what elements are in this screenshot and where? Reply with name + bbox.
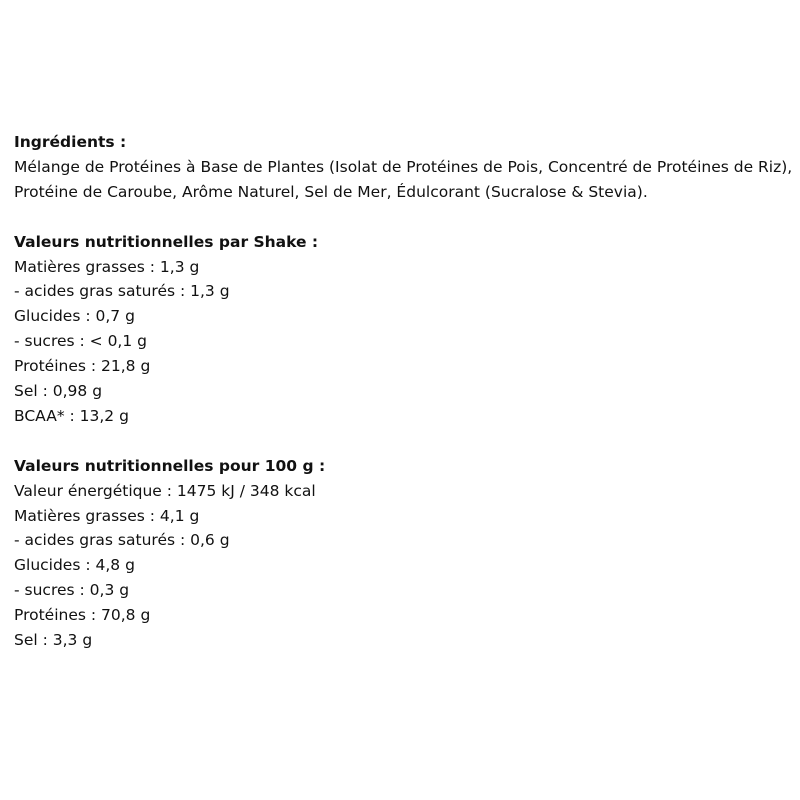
nutrition-per-shake-heading: Valeurs nutritionnelles par Shake : <box>14 232 319 251</box>
nutrition-item: - sucres : 0,3 g <box>14 581 130 600</box>
nutrition-item: Sel : 3,3 g <box>14 631 93 650</box>
nutrition-item: - acides gras saturés : 0,6 g <box>14 531 230 550</box>
nutrition-item: Matières grasses : 1,3 g <box>14 257 200 276</box>
ingredients-heading: Ingrédients : <box>14 133 127 151</box>
nutrition-item: BCAA* : 13,2 g <box>14 406 129 425</box>
nutrition-per-shake-section <box>14 230 794 429</box>
nutrition-item: Valeur énergétique : 1475 kJ / 348 kcal <box>14 481 316 500</box>
nutrition-per-100g-heading: Valeurs nutritionnelles pour 100 g : <box>14 456 326 475</box>
nutrition-item: Glucides : 4,8 g <box>14 556 135 575</box>
nutrition-item: Matières grasses : 4,1 g <box>14 506 200 525</box>
ingredients-section <box>14 130 794 205</box>
nutrition-item: Protéines : 70,8 g <box>14 606 151 625</box>
nutrition-item: Protéines : 21,8 g <box>14 357 151 376</box>
nutrition-item: Sel : 0,98 g <box>14 382 103 401</box>
nutrition-item: - acides gras saturés : 1,3 g <box>14 282 230 301</box>
nutrition-per-100g-section <box>14 454 794 653</box>
nutrition-item: Glucides : 0,7 g <box>14 307 135 326</box>
ingredients-text: Mélange de Protéines à Base de Plantes (Isolat de Protéines de Pois, Concentré de Protéines de Riz), Protéine de Caroube, Arôme Naturel, Sel de Mer, Édulcorant (Sucralose & Stevia). <box>14 157 793 201</box>
nutrition-item: - sucres : < 0,1 g <box>14 332 147 351</box>
product-info-document <box>14 130 794 653</box>
